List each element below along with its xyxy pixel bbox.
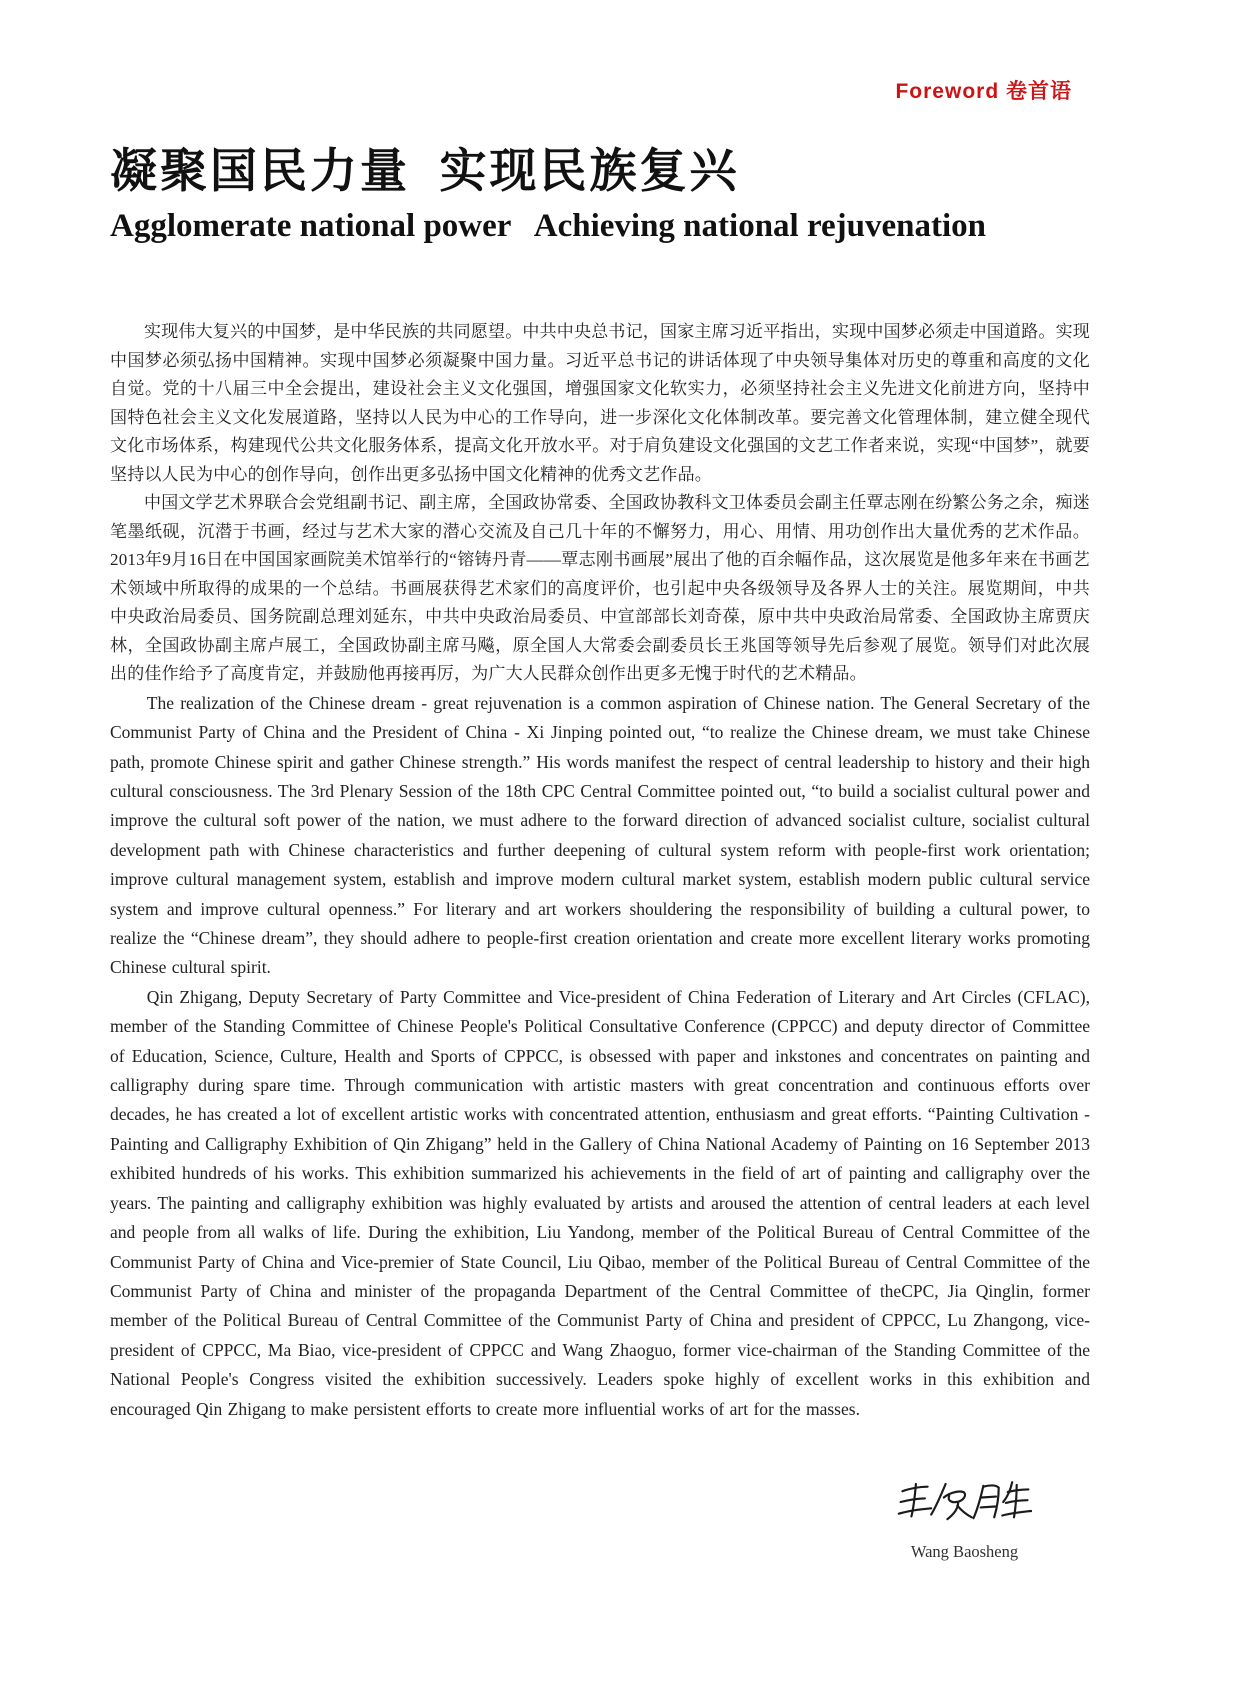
body-text <box>110 318 1090 1424</box>
paragraph-chinese-1: 实现伟大复兴的中国梦，是中华民族的共同愿望。中共中央总书记，国家主席习近平指出，实现中国梦必须走中国道路。实现中国梦必须弘扬中国精神。实现中国梦必须凝聚中国力量。习近平总书记的讲话体现了中央领导集体对历史的尊重和高度的文化自觉。党的十八届三中全会提出，建设社会主义文化强国，增强国家文化软实力，必须坚持社会主义先进文化前进方向，坚持中国特色社会主义文化发展道路，坚持以人民为中心的工作导向，进一步深化文化体制改革。要完善文化管理体制，建立健全现代文化市场体系，构建现代公共文化服务体系，提高文化开放水平。对于肩负建设文化强国的文艺工作者来说，实现“中国梦”，就要坚持以人民为中心的创作导向，创作出更多弘扬中国文化精神的优秀文艺作品。 <box>110 322 1090 484</box>
signature-handwriting-image <box>897 1472 1032 1532</box>
paragraph-chinese-2: 中国文学艺术界联合会党组副书记、副主席，全国政协常委、全国政协教科文卫体委员会副主任覃志刚在纷繁公务之余，痴迷笔墨纸砚，沉潜于书画，经过与艺术大家的潜心交流及自己几十年的不懈努力，用心、用情、用功创作出大量优秀的艺术作品。2013年9月16日在中国国家画院美术馆举行的“镕铸丹青——覃志刚书画展”展出了他的百余幅作品，这次展览是他多年来在书画艺术领域中所取得的成果的一个总结。书画展获得艺术家们的高度评价，也引起中央各级领导及各界人士的关注。展览期间，中共中央政治局委员、国务院副总理刘延东，中共中央政治局委员、中宣部部长刘奇葆，原中共中央政治局常委、全国政协主席贾庆林，全国政协副主席卢展工，全国政协副主席马飚，原全国人大常委会副委员长王兆国等领导先后参观了展览。领导们对此次展出的佳作给予了高度肯定，并鼓励他再接再厉，为广大人民群众创作出更多无愧于时代的艺术精品。 <box>110 493 1090 684</box>
signature-name: Wang Baosheng <box>910 1541 1019 1561</box>
paragraph-english-2: Qin Zhigang, Deputy Secretary of Party Committee and Vice-president of China Federation of Literary and Art Circles (CFLAC), member of the Standing Committee of Chinese People's Political Consultative Conference (CPPCC) and deputy director of Committee of Education, Science, Culture, Health and Sports of CPPCC, is obsessed with paper and inkstones and concentrates on painting and calligraphy during spare time. Through communication with artistic masters with great concentration and continuous efforts over decades, he has created a lot of excellent artistic works with concentrated attention, enthusiasm and great efforts. “Painting Cultivation - Painting and Calligraphy Exhibition of Qin Zhigang” held in the Gallery of China National Academy of Painting on 16 September 2013 exhibited hundreds of his works. This exhibition summarized his achievements in the field of art of painting and calligraphy over the years. The painting and calligraphy exhibition was highly evaluated by artists and aroused the attention of central leaders at each level and people from all walks of life. During the exhibition, Liu Yandong, member of the Political Bureau of Central Committee of the Communist Party of China and Vice-premier of State Council, Liu Qibao, member of the Political Bureau of Central Committee of the Communist Party of China and minister of the propaganda Department of the Central Committee of theCPC, Jia Qinglin, former member of the Political Bureau of Central Committee of the Communist Party of China and president of CPPCC, Lu Zhangong, vice-president of CPPCC, Ma Biao, vice-president of CPPCC and Wang Zhaoguo, former vice-chairman of the Standing Committee of the National People's Congress visited the exhibition successively. Leaders spoke highly of excellent works in this exhibition and encouraged Qin Zhigang to make persistent efforts to create more influential works of art for the masses. <box>110 986 1090 1419</box>
page-title-chinese: 凝聚国民力量 实现民族复兴 <box>110 146 740 198</box>
signature-block <box>110 1472 1090 1562</box>
page-title-english: Agglomerate national power Achieving national rejuvenation <box>110 208 987 245</box>
paragraph-english-1: The realization of the Chinese dream - great rejuvenation is a common aspiration of Chinese nation. The General Secretary of the Communist Party of China and the President of China - Xi Jinping pointed out, “to realize the Chinese dream, we must take Chinese path, promote Chinese spirit and gather Chinese strength.” His words manifest the respect of central leadership to history and their high cultural consciousness. The 3rd Plenary Session of the 18th CPC Central Committee pointed out, “to build a socialist cultural power and improve the cultural soft power of the nation, we must adhere to the forward direction of advanced socialist culture, socialist cultural development path with Chinese characteristics and further deepening of cultural system reform with people-first work orientation; improve cultural management system, establish and improve modern cultural market system, establish modern public cultural service system and improve cultural openness.” For literary and art workers shouldering the responsibility of building a cultural power, to realize the “Chinese dream”, they should adhere to people-first creation orientation and create more excellent literary works promoting Chinese cultural spirit. <box>110 692 1090 978</box>
foreword-corner-label: Foreword 卷首语 <box>895 80 1072 103</box>
